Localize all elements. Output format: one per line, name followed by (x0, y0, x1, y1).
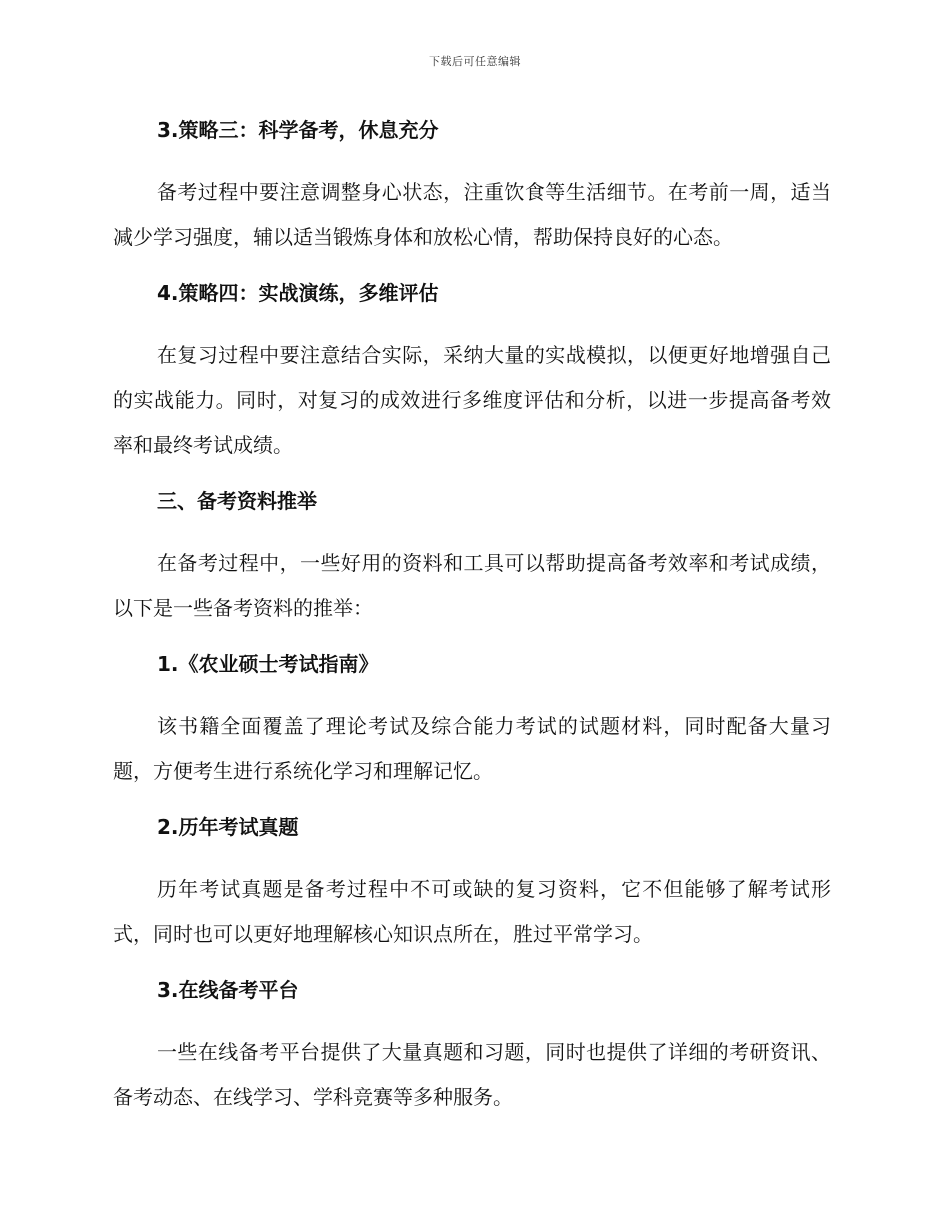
paragraph-online-platform: 一些在线备考平台提供了大量真题和习题，同时也提供了详细的考研资讯、备考动态、在线学习、学科竞赛等多种服务。 (113, 1040, 831, 1109)
paragraph-guide-book: 该书籍全面覆盖了理论考试及综合能力考试的试题材料，同时配备大量习题，方便考生进行系统化学习和理解记忆。 (113, 714, 831, 783)
paragraph-strategy-3: 备考过程中要注意调整身心状态，注重饮食等生活细节。在考前一周，适当减少学习强度，辅以适当锻炼身体和放松心情，帮助保持良好的心态。 (113, 180, 831, 249)
section-heading-guide-book: 1.《农业硕士考试指南》 (157, 652, 379, 676)
document-body (113, 112, 831, 1120)
section-heading-online-platform: 3.在线备考平台 (157, 978, 299, 1002)
paragraph-past-exams: 历年考试真题是备考过程中不可或缺的复习资料，它不但能够了解考试形式，同时也可以更好地理解核心知识点所在，胜过平常学习。 (113, 877, 831, 946)
section-heading-past-exams: 2.历年考试真题 (157, 815, 299, 839)
paragraph-materials-intro: 在备考过程中，一些好用的资料和工具可以帮助提高备考效率和考试成绩，以下是一些备考资料的推举： (113, 551, 831, 620)
paragraph-strategy-4: 在复习过程中要注意结合实际，采纳大量的实战模拟，以便更好地增强自己的实战能力。同时，对复习的成效进行多维度评估和分析，以进一步提高备考效率和最终考试成绩。 (113, 343, 831, 457)
section-heading-strategy-3: 3.策略三：科学备考，休息充分 (157, 118, 439, 142)
section-heading-materials: 三、备考资料推举 (157, 489, 317, 513)
section-heading-strategy-4: 4.策略四：实战演练，多维评估 (157, 281, 439, 305)
header-note: 下载后可任意编辑 (429, 55, 521, 68)
